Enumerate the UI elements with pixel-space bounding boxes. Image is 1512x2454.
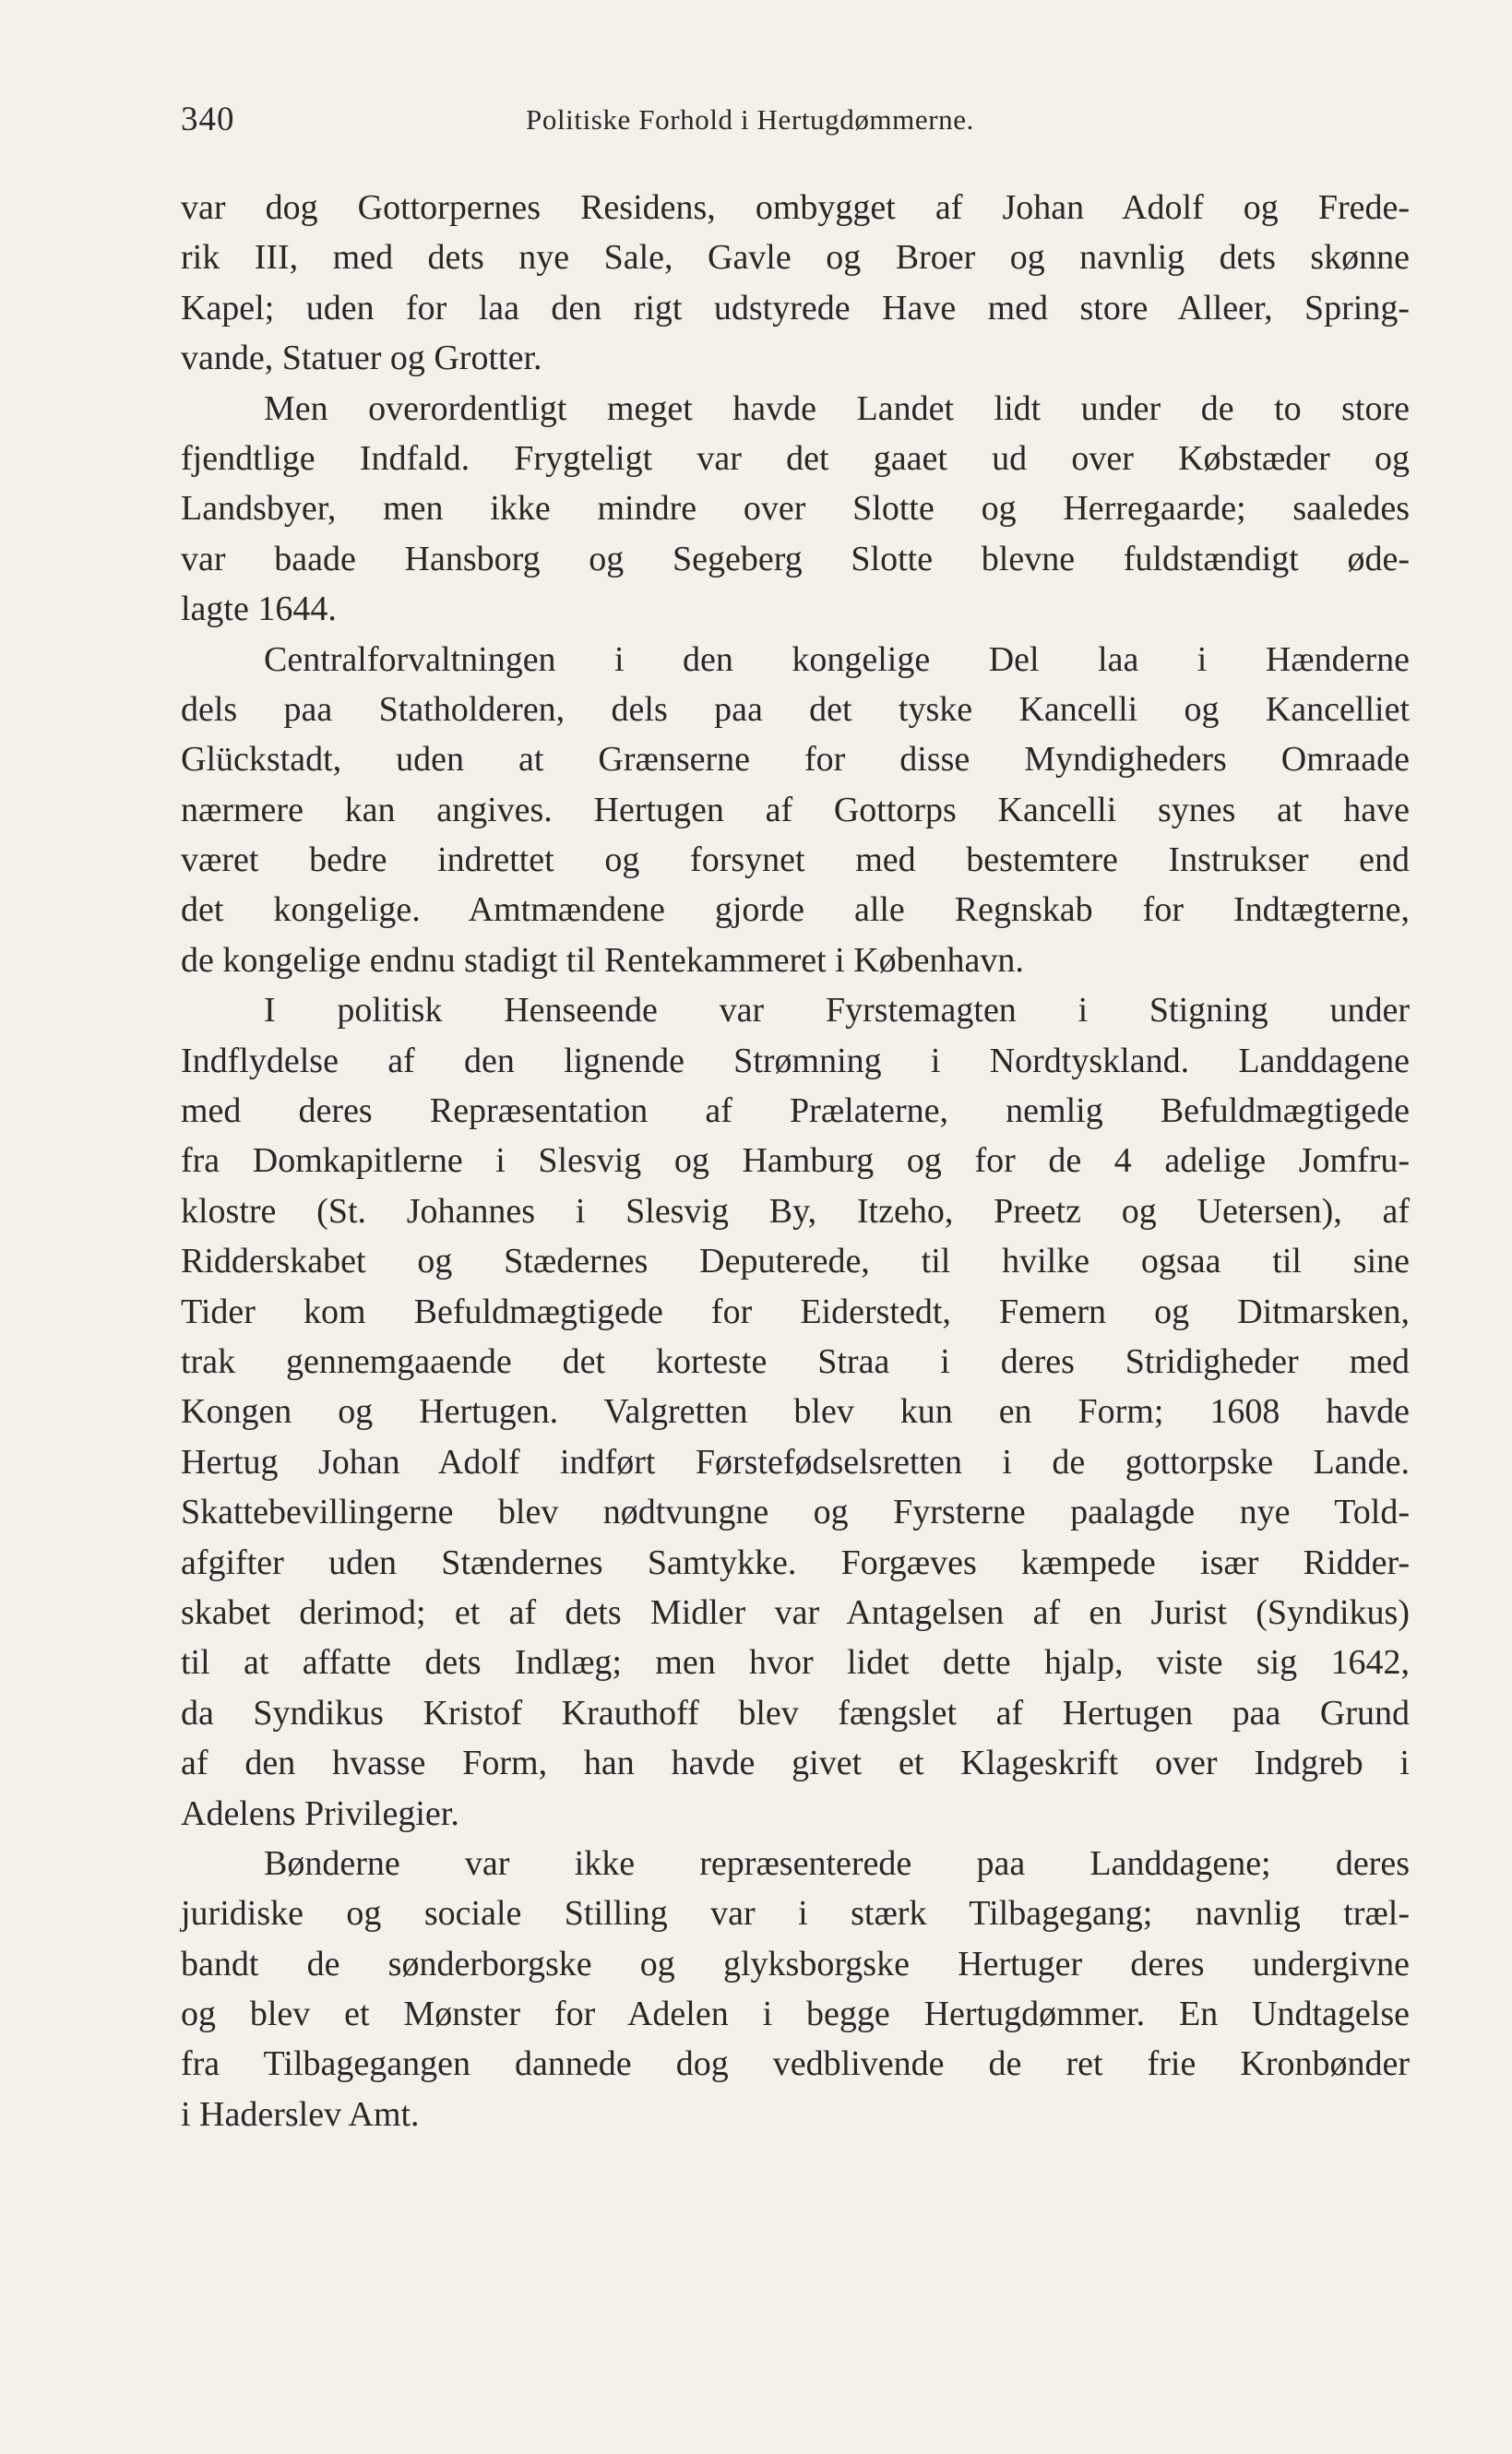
paragraph-first-line: Men overordentligt meget havde Landet lidt under de to store [264,388,1410,428]
text-line: de kongelige endnu stadigt til Rentekammeret i København. [181,940,1024,980]
text-line: med deres Repræsentation af Prælaterne, nemlig Befuldmægtigede [181,1091,1410,1131]
paragraph-first-line: I politisk Henseende var Fyrstemagten i Stigning under [264,991,1410,1030]
text-line: Landsbyer, men ikke mindre over Slotte og Herregaarde; saaledes [181,489,1410,529]
body-text [181,183,1410,2139]
text-line: fra Tilbagegangen dannede dog vedblivende de ret frie Kronbønder [181,2044,1410,2084]
text-line: Indflydelse af den lignende Strømning i Nordtyskland. Landdagene [181,1041,1410,1080]
text-line: bandt de sønderborgske og glyksborgske Hertuger deres undergivne [181,1944,1410,1983]
text-line: da Syndikus Kristof Krauthoff blev fængslet af Hertugen paa Grund [181,1693,1410,1733]
text-line: været bedre indrettet og forsynet med bestemtere Instrukser end [181,840,1410,880]
text-line: og blev et Mønster for Adelen i begge Hertugdømmer. En Undtagelse [181,1995,1410,2034]
text-line: Kapel; uden for laa den rigt udstyrede Have med store Alleer, Spring- [181,288,1410,328]
text-line: nærmere kan angives. Hertugen af Gottorps Kancelli synes at have [181,790,1410,829]
text-line: i Haderslev Amt. [181,2094,420,2134]
text-line: Glückstadt, uden at Grænserne for disse Myndigheders Omraade [181,740,1410,780]
text-line: Ridderskabet og Stædernes Deputerede, til hvilke ogsaa til sine [181,1242,1410,1281]
text-line: rik III, med dets nye Sale, Gavle og Broer og navnlig dets skønne [181,238,1410,278]
paragraph-first-line: Centralforvaltningen i den kongelige Del laa i Hænderne [264,639,1410,679]
running-head [181,100,1408,144]
running-title: Politiske Forhold i Hertugdømmerne. [526,103,974,136]
text-line: var baade Hansborg og Segeberg Slotte blevne fuldstændigt øde- [181,539,1410,578]
text-line: Skattebevillingerne blev nødtvungne og Fyrsterne paalagde nye Told- [181,1493,1410,1532]
text-line: dels paa Statholderen, dels paa det tyske Kancelli og Kancelliet [181,689,1410,729]
text-line: lagte 1644. [181,590,337,629]
text-line: fra Domkapitlerne i Slesvig og Hamburg og for de 4 adelige Jomfru- [181,1141,1410,1181]
text-line: til at affatte dets Indlæg; men hvor lidet dette hjalp, viste sig 1642, [181,1643,1410,1683]
paragraph-first-line: Bønderne var ikke repræsenterede paa Landdagene; deres [264,1843,1410,1883]
text-line: Kongen og Hertugen. Valgretten blev kun en Form; 1608 havde [181,1392,1410,1432]
page-number: 340 [181,101,235,138]
text-line: vande, Statuer og Grotter. [181,339,542,378]
text-line: skabet derimod; et af dets Midler var Antagelsen af en Jurist (Syndikus) [181,1592,1410,1632]
text-line: var dog Gottorpernes Residens, ombygget af Johan Adolf og Frede- [181,188,1410,227]
text-line: klostre (St. Johannes i Slesvig By, Itzeho, Preetz og Uetersen), af [181,1191,1410,1231]
text-line: Adelens Privilegier. [181,1793,459,1833]
text-line: afgifter uden Stændernes Samtykke. Forgæves kæmpede især Ridder- [181,1543,1410,1582]
text-line: fjendtlige Indfald. Frygteligt var det gaaet ud over Købstæder og [181,438,1410,478]
text-line: juridiske og sociale Stilling var i stærk Tilbagegang; navnlig træl- [181,1894,1410,1934]
text-line: Hertug Johan Adolf indført Førstefødselsretten i de gottorpske Lande. [181,1442,1410,1482]
text-line: det kongelige. Amtmændene gjorde alle Regnskab for Indtægterne, [181,890,1410,930]
text-line: af den hvasse Form, han havde givet et Klageskrift over Indgreb i [181,1744,1410,1783]
text-line: Tider kom Befuldmægtigede for Eiderstedt, Femern og Ditmarsken, [181,1292,1410,1331]
text-line: trak gennemgaaende det korteste Straa i deres Stridigheder med [181,1341,1410,1381]
